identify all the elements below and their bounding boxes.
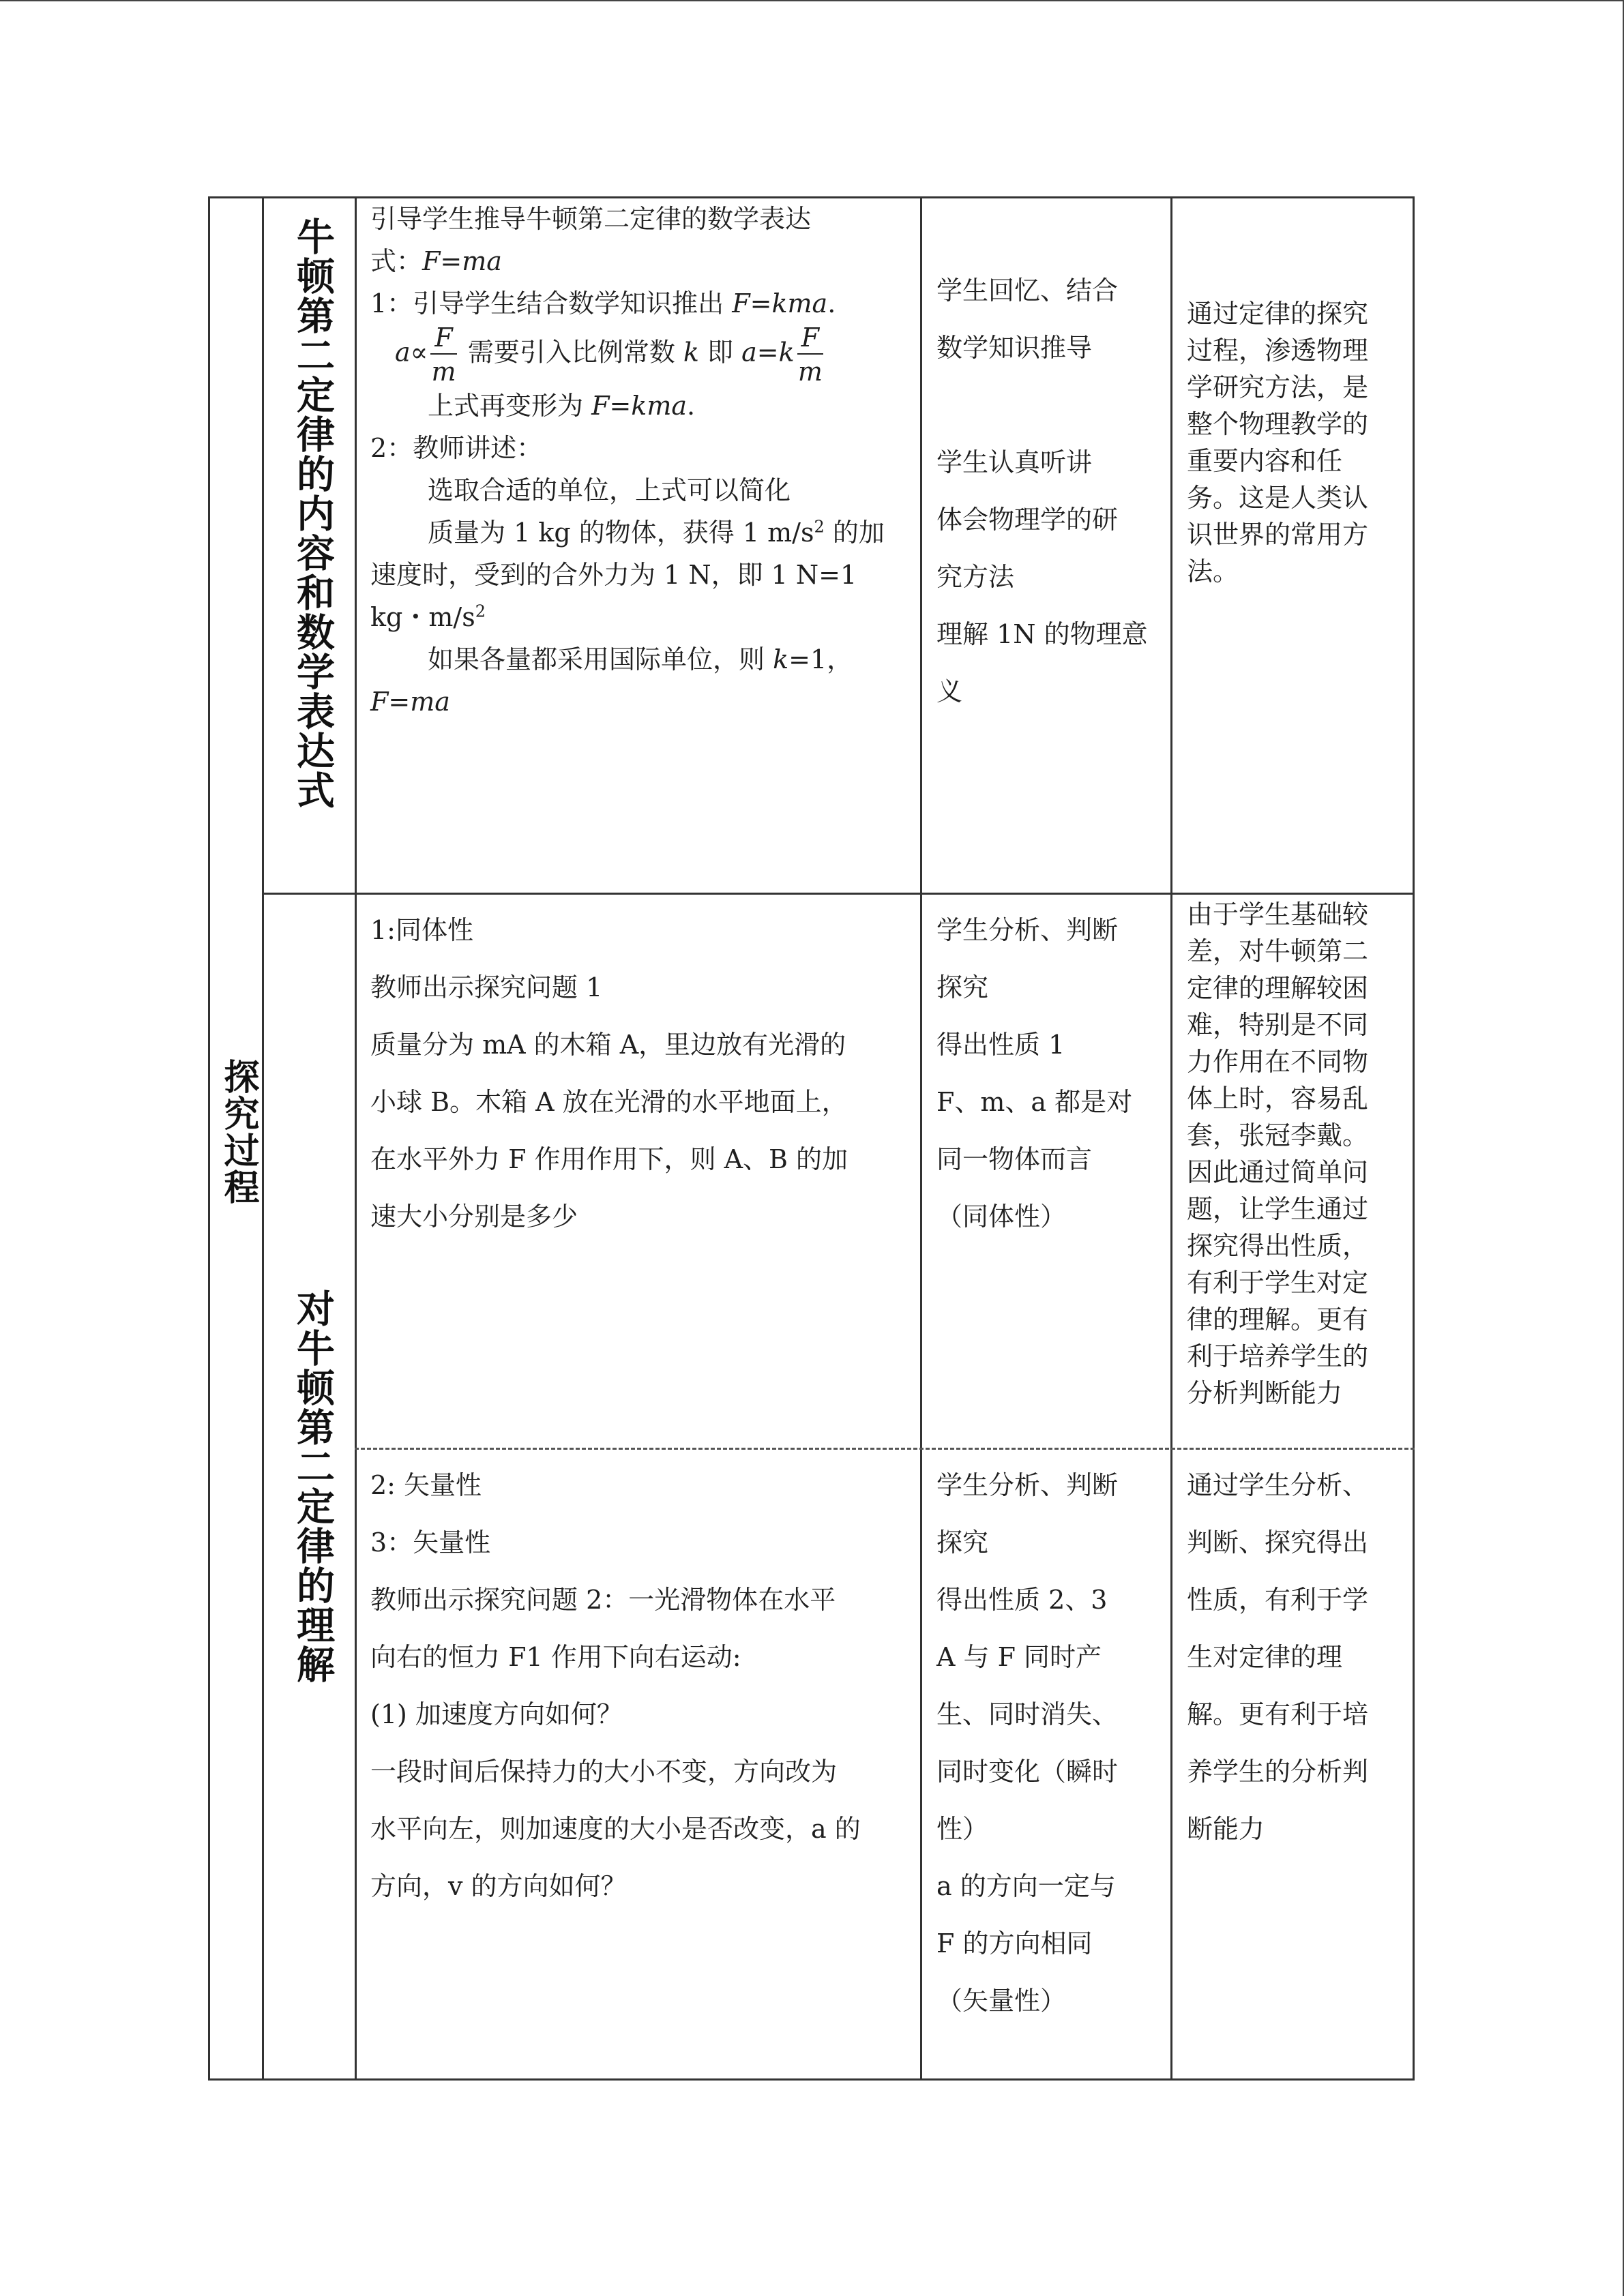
- s1-note-line: 务。这是人类认: [1187, 483, 1369, 513]
- s2p1-note-line: 律的理解。更有: [1187, 1304, 1369, 1335]
- formula-f-kma-2: F=kma: [591, 391, 688, 421]
- symbol-a: a: [395, 337, 411, 368]
- s1-t-line: [370, 469, 909, 511]
- section-divider: [262, 893, 1415, 895]
- s1-note-line: 识世界的常用方: [1187, 520, 1369, 550]
- s2p1-note-line: 题，让学生通过: [1187, 1194, 1369, 1224]
- superscript-2: 2: [475, 601, 486, 621]
- fraction-f-over-m: [430, 325, 456, 385]
- fraction-numerator: F: [430, 325, 456, 355]
- fraction-numerator: F: [797, 325, 823, 355]
- s2p1-student-line: 学生分析、判断: [936, 915, 1119, 945]
- s2p2-teacher-line: 3：矢量性: [370, 1527, 491, 1557]
- s1-t-line: [370, 554, 909, 596]
- section2-part2-teacher-content: [370, 1457, 909, 1915]
- s1-t-line: [370, 596, 909, 638]
- s1-student-line: 学生认真听讲: [936, 447, 1093, 477]
- fraction-f-over-m-2: [797, 325, 823, 385]
- symbol-k: k: [773, 644, 789, 674]
- section2-part1-student-activity: [936, 901, 1162, 1245]
- s2p1-student-line: 探究: [936, 972, 989, 1002]
- formula-f-kma: F=kma: [732, 288, 828, 318]
- s2p1-teacher-line: 速大小分别是多少: [370, 1202, 578, 1232]
- section2-part1-design-notes: [1187, 896, 1405, 1412]
- s1-student-line: 学生回忆、结合: [936, 275, 1119, 305]
- s2p1-student-line: F、m、a 都是对: [936, 1087, 1133, 1117]
- section2-part2-student-activity: [936, 1457, 1162, 2029]
- s2p1-note-line: 由于学生基础较: [1187, 899, 1369, 929]
- s1-t-line: [370, 681, 909, 723]
- table-border-right: [1413, 196, 1415, 2081]
- s2p1-teacher-line: 质量分为 mA 的木箱 A，里边放有光滑的: [370, 1030, 846, 1060]
- s1-t-line: [370, 427, 909, 469]
- formula-f-ma: F=ma: [422, 246, 502, 276]
- s2p1-note-line: 利于培养学生的: [1187, 1341, 1369, 1371]
- s2p1-note-line: 体上时，容易乱: [1187, 1084, 1369, 1114]
- section1-teacher-content: [370, 198, 909, 723]
- fraction-denominator: m: [431, 357, 456, 387]
- section2-part2-design-notes: [1187, 1457, 1405, 1858]
- s2p1-note-line: 难，特别是不同: [1187, 1010, 1369, 1040]
- s2p2-teacher-line: 向右的恒力 F1 作用下向右运动:: [370, 1642, 741, 1672]
- col-divider-4: [1170, 196, 1172, 2081]
- s1-t-line: [370, 282, 909, 325]
- s2p2-student-line: 同时变化（瞬时: [936, 1757, 1119, 1787]
- s2p2-student-line: 生、同时消失、: [936, 1699, 1119, 1729]
- s2p2-note-line: 断能力: [1187, 1814, 1265, 1844]
- s1-student-line: 义: [936, 676, 963, 706]
- s2p1-teacher-line: 1:同体性: [370, 915, 473, 945]
- outer-label-tanjiu-guocheng: 探究过程: [218, 1058, 259, 1206]
- s2p2-student-line: 得出性质 2、3: [936, 1585, 1108, 1615]
- s1-t-l4-text: 需要引入比例常数: [459, 337, 683, 368]
- s2p1-student-line: 得出性质 1: [936, 1030, 1065, 1060]
- s1-student-line: 数学知识推导: [936, 333, 1093, 363]
- col-divider-2: [355, 196, 357, 2081]
- s1-t-l9: 速度时，受到的合外力为 1 N，即 1 N=1: [370, 560, 857, 590]
- s2p2-note-line: 通过学生分析、: [1187, 1470, 1369, 1500]
- section2-title: 对牛顿第二定律的理解: [291, 1289, 335, 1684]
- s1-t-line: [370, 198, 909, 240]
- section1-student-activity: [936, 262, 1162, 720]
- s2p2-student-line: 学生分析、判断: [936, 1470, 1119, 1500]
- s2p1-note-line: 差，对牛顿第二: [1187, 936, 1369, 966]
- s1-note-line: 重要内容和任: [1187, 446, 1343, 476]
- s1-note-line: 法。: [1187, 556, 1239, 586]
- s2p2-student-line: 性）: [936, 1814, 989, 1844]
- formula-f-ma-2: F=ma: [370, 687, 450, 717]
- s2p2-note-line: 生对定律的理: [1187, 1642, 1343, 1672]
- s2p1-note-line: 分析判断能力: [1187, 1378, 1343, 1408]
- formula-a-eq-k: a=k: [741, 337, 795, 368]
- symbol-k: k: [683, 337, 699, 368]
- s1-student-line: 理解 1N 的物理意: [936, 619, 1148, 649]
- s1-t-l1: 引导学生推导牛顿第二定律的数学表达: [370, 204, 812, 234]
- table-border-bottom: [208, 2078, 1415, 2081]
- superscript-2: 2: [814, 517, 825, 537]
- s2p1-note-line: 力作用在不同物: [1187, 1047, 1369, 1077]
- s2p2-student-line: 探究: [936, 1527, 989, 1557]
- s1-note-line: 整个物理教学的: [1187, 409, 1369, 439]
- col-divider-3: [920, 196, 922, 2081]
- s2p2-teacher-line: 2: 矢量性: [370, 1470, 482, 1500]
- s1-student-line: [936, 376, 1162, 434]
- s2p2-student-line: F 的方向相同: [936, 1928, 1093, 1958]
- s1-t-l3c: .: [827, 288, 836, 318]
- s1-t-line: [370, 638, 909, 681]
- s2p2-note-line: 解。更有利于培: [1187, 1699, 1369, 1729]
- s1-t-line: [370, 240, 909, 282]
- s1-student-line: 究方法: [936, 562, 1015, 592]
- s2p1-student-line: （同体性）: [936, 1202, 1067, 1232]
- s2p1-teacher-line: 小球 B。木箱 A 放在光滑的水平地面上，: [370, 1087, 848, 1117]
- s1-note-line: 过程，渗透物理: [1187, 336, 1369, 366]
- s2p2-teacher-line: 水平向左，则加速度的大小是否改变，a 的: [370, 1814, 861, 1844]
- s1-t-line: [370, 511, 909, 554]
- subsection-divider-dashed: [355, 1448, 1415, 1450]
- s2p2-teacher-line: 方向，v 的方向如何？: [370, 1871, 627, 1901]
- s1-t-l7: 选取合适的单位，上式可以简化: [428, 475, 791, 505]
- s2p1-note-line: 探究得出性质，: [1187, 1231, 1369, 1261]
- s1-note-line: 通过定律的探究: [1187, 299, 1369, 329]
- s1-student-line: 体会物理学的研: [936, 505, 1119, 535]
- s2p1-note-line: 因此通过简单问: [1187, 1157, 1369, 1187]
- s1-t-l5a: 上式再变形为: [428, 391, 592, 421]
- section1-title: 牛顿第二定律的内容和数学表达式: [291, 217, 335, 810]
- table-border-left: [208, 196, 210, 2081]
- s1-t-l5c: .: [687, 391, 696, 421]
- s1-t-l6: 2：教师讲述：: [370, 433, 543, 463]
- proportionality-formula: [370, 325, 909, 385]
- s2p1-note-line: 套，张冠李戴。: [1187, 1120, 1369, 1150]
- s1-t-l11a: 如果各量都采用国际单位，则: [428, 644, 773, 674]
- s2p2-teacher-line: (1) 加速度方向如何？: [370, 1699, 623, 1729]
- s1-t-l8b: 的加: [824, 518, 885, 548]
- s2p2-note-line: 判断、探究得出: [1187, 1527, 1369, 1557]
- s2p2-student-line: （矢量性）: [936, 1986, 1067, 2016]
- s2p1-teacher-line: 教师出示探究问题 1: [370, 972, 603, 1002]
- fraction-denominator: m: [797, 357, 823, 387]
- s2p1-note-line: 有利于学生对定: [1187, 1268, 1369, 1298]
- s2p2-note-line: 养学生的分析判: [1187, 1757, 1369, 1787]
- s2p2-student-line: A 与 F 同时产: [936, 1642, 1102, 1672]
- s2p1-teacher-line: 在水平外力 F 作用作用下，则 A、B 的加: [370, 1144, 848, 1174]
- s2p1-note-line: 定律的理解较困: [1187, 973, 1369, 1003]
- s1-note-line: 学研究方法，是: [1187, 372, 1369, 402]
- section2-part1-teacher-content: [370, 901, 909, 1245]
- s1-t-line: [370, 385, 909, 427]
- proportional-symbol: ∝: [410, 337, 428, 368]
- s1-t-l10a: kg・m/s: [370, 602, 475, 632]
- s1-t-l11b: =1，: [788, 644, 853, 674]
- s1-t-l2a: 式：: [370, 246, 423, 276]
- s2p2-student-line: a 的方向一定与: [936, 1871, 1116, 1901]
- s2p1-student-line: 同一物体而言: [936, 1144, 1093, 1174]
- s2p2-teacher-line: 一段时间后保持力的大小不变，方向改为: [370, 1757, 838, 1787]
- s1-t-l4-ji: 即: [698, 337, 742, 368]
- s1-t-l8a: 质量为 1 kg 的物体，获得 1 m/s: [428, 518, 814, 548]
- s2p2-teacher-line: 教师出示探究问题 2：一光滑物体在水平: [370, 1585, 836, 1615]
- s2p2-note-line: 性质，有利于学: [1187, 1585, 1369, 1615]
- s1-t-l3a: 1：引导学生结合数学知识推出: [370, 288, 733, 318]
- section1-design-notes: [1187, 295, 1405, 590]
